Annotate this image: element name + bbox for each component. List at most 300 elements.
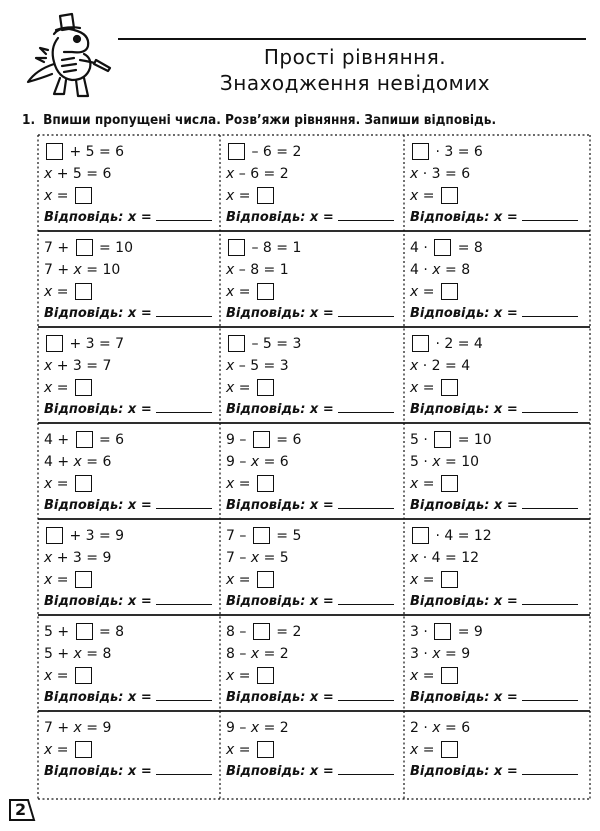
answer-blank[interactable] xyxy=(156,304,212,317)
equation-with-x xyxy=(226,163,289,185)
solution-box[interactable] xyxy=(257,475,274,492)
answer-label: Відповідь xyxy=(410,210,485,225)
answer-box[interactable] xyxy=(228,239,245,256)
answer-suffix: : x = xyxy=(118,402,152,417)
variable-x: x xyxy=(226,380,235,396)
answer-label: Відповідь xyxy=(44,210,119,225)
answer-blank[interactable] xyxy=(156,400,212,413)
variable-x: x xyxy=(226,262,235,278)
task-text: Впиши пропущені числа. Розв’яжи рівняння. Запиши відповідь. xyxy=(43,112,497,128)
equation-post: = 10 xyxy=(445,454,480,470)
answer-line xyxy=(44,399,212,421)
answer-line xyxy=(44,303,212,325)
equation-post: = 8 xyxy=(86,646,112,662)
equation-cell xyxy=(404,231,584,327)
equation-text: · 4 = 12 xyxy=(435,528,492,544)
equation-cell xyxy=(38,423,218,519)
answer-label: Відповідь xyxy=(44,402,119,417)
equation-text: – 6 = 2 xyxy=(251,144,302,160)
equation-with-blank xyxy=(410,333,483,355)
title-line-2: Знаходження невідомих xyxy=(219,71,491,95)
solution-line: x = xyxy=(44,185,94,207)
equation-with-blank xyxy=(44,621,124,643)
solution-line: x = xyxy=(410,569,460,591)
solution-box[interactable] xyxy=(257,187,274,204)
answer-label: Відповідь xyxy=(226,764,301,779)
exercise-grid xyxy=(36,133,592,801)
answer-blank[interactable] xyxy=(522,496,578,509)
solution-line: x = xyxy=(410,665,460,687)
equation-text: – 6 = 2 xyxy=(238,166,289,182)
solution-line: x = xyxy=(226,569,276,591)
solution-box[interactable] xyxy=(441,187,458,204)
answer-suffix: : x = xyxy=(118,690,152,705)
equation-cell xyxy=(38,615,218,711)
equation-text: + 3 = 9 xyxy=(69,528,125,544)
equation-text: – 8 = 1 xyxy=(238,262,289,278)
answer-label: Відповідь xyxy=(226,402,301,417)
answer-line xyxy=(410,207,578,229)
answer-box[interactable] xyxy=(46,335,63,352)
equation-pre: 9 – xyxy=(226,454,247,470)
answer-suffix: : x = xyxy=(484,498,518,513)
equation-with-blank xyxy=(226,525,301,547)
solution-box[interactable] xyxy=(75,571,92,588)
answer-label: Відповідь xyxy=(226,306,301,321)
title-rule xyxy=(118,38,586,40)
answer-box[interactable] xyxy=(253,431,270,448)
equation-pre: 8 – xyxy=(226,624,247,640)
solution-line: x = xyxy=(44,569,94,591)
equation-with-x xyxy=(44,451,111,473)
variable-x: x xyxy=(73,454,82,470)
solution-box[interactable] xyxy=(257,667,274,684)
equation-post: = 5 xyxy=(276,528,302,544)
equation-pre: 5 + xyxy=(44,646,70,662)
equation-with-x xyxy=(44,717,111,739)
answer-line xyxy=(226,495,394,517)
variable-x: x xyxy=(44,742,53,758)
equation-cell xyxy=(220,231,400,327)
solution-box[interactable] xyxy=(75,741,92,758)
variable-x: x xyxy=(432,646,441,662)
equation-cell xyxy=(404,135,584,231)
variable-x: x xyxy=(250,550,260,566)
answer-suffix: : x = xyxy=(484,594,518,609)
solution-line: x = xyxy=(226,739,276,761)
equation-cell xyxy=(220,519,400,615)
answer-box[interactable] xyxy=(76,623,93,640)
answer-blank[interactable] xyxy=(156,496,212,509)
solution-box[interactable] xyxy=(257,379,274,396)
answer-suffix: : x = xyxy=(118,594,152,609)
answer-line xyxy=(226,399,394,421)
answer-suffix: : x = xyxy=(300,690,334,705)
equation-with-blank xyxy=(410,141,483,163)
variable-x: x xyxy=(44,358,53,374)
answer-line xyxy=(226,591,394,613)
equation-with-blank xyxy=(44,237,133,259)
variable-x: x xyxy=(410,550,419,566)
variable-x: x xyxy=(226,284,235,300)
variable-x: x xyxy=(432,720,441,736)
equation-text: · 2 = 4 xyxy=(435,336,483,352)
solution-box[interactable] xyxy=(75,667,92,684)
task-number: 1. xyxy=(22,112,36,128)
variable-x: x xyxy=(410,358,419,374)
equation-post: = 6 xyxy=(99,432,125,448)
equation-post: = 9 xyxy=(86,720,112,736)
solution-line: x = xyxy=(226,473,276,495)
variable-x: x xyxy=(410,380,419,396)
equation-pre: 4 + xyxy=(44,432,70,448)
answer-line xyxy=(410,761,578,783)
answer-suffix: : x = xyxy=(484,764,518,779)
answer-blank[interactable] xyxy=(338,688,394,701)
variable-x: x xyxy=(410,188,419,204)
equation-post: = 2 xyxy=(276,624,302,640)
variable-x: x xyxy=(226,188,235,204)
answer-blank[interactable] xyxy=(338,762,394,775)
variable-x: x xyxy=(410,668,419,684)
equation-with-blank xyxy=(410,237,483,259)
answer-label: Відповідь xyxy=(410,594,485,609)
equation-post: = 6 xyxy=(86,454,112,470)
equation-pre: 4 · xyxy=(410,262,428,278)
equation-with-x xyxy=(410,717,470,739)
answer-line xyxy=(410,591,578,613)
answer-line xyxy=(44,495,212,517)
answer-box[interactable] xyxy=(253,623,270,640)
answer-blank[interactable] xyxy=(338,208,394,221)
solution-box[interactable] xyxy=(441,283,458,300)
equation-with-blank xyxy=(44,141,124,163)
answer-box[interactable] xyxy=(434,623,451,640)
variable-x: x xyxy=(432,262,441,278)
solution-line: x = xyxy=(226,185,276,207)
equation-with-x xyxy=(44,259,120,281)
variable-x: x xyxy=(226,572,235,588)
answer-suffix: : x = xyxy=(118,306,152,321)
equation-with-x xyxy=(226,717,289,739)
solution-line: x = xyxy=(410,377,460,399)
equation-post: = 6 xyxy=(263,454,289,470)
equation-pre: 4 · xyxy=(410,240,428,256)
variable-x: x xyxy=(44,572,53,588)
solution-box[interactable] xyxy=(75,283,92,300)
answer-line xyxy=(44,761,212,783)
answer-label: Відповідь xyxy=(410,498,485,513)
equation-with-x xyxy=(410,643,470,665)
answer-line xyxy=(44,591,212,613)
equation-cell xyxy=(38,135,218,231)
answer-blank[interactable] xyxy=(338,592,394,605)
solution-line: x = xyxy=(410,739,460,761)
equation-with-blank xyxy=(226,621,301,643)
equation-text: + 5 = 6 xyxy=(69,144,125,160)
solution-line: x = xyxy=(44,739,94,761)
answer-label: Відповідь xyxy=(44,764,119,779)
variable-x: x xyxy=(44,668,53,684)
answer-box[interactable] xyxy=(76,239,93,256)
solution-box[interactable] xyxy=(441,667,458,684)
equation-pre: 4 + xyxy=(44,454,70,470)
page-number: 2 xyxy=(15,800,27,819)
answer-box[interactable] xyxy=(76,431,93,448)
answer-line xyxy=(44,687,212,709)
equation-text: – 5 = 3 xyxy=(238,358,289,374)
equation-post: = 9 xyxy=(445,646,471,662)
answer-suffix: : x = xyxy=(300,210,334,225)
page-title xyxy=(130,44,580,96)
answer-suffix: : x = xyxy=(484,306,518,321)
answer-box[interactable] xyxy=(434,239,451,256)
answer-box[interactable] xyxy=(412,143,429,160)
answer-line xyxy=(226,303,394,325)
equation-pre: 9 – xyxy=(226,432,247,448)
dinosaur-mascot-icon xyxy=(14,8,114,104)
answer-line xyxy=(410,303,578,325)
answer-box[interactable] xyxy=(412,527,429,544)
equation-cell xyxy=(220,423,400,519)
solution-box[interactable] xyxy=(441,571,458,588)
solution-line: x = xyxy=(226,377,276,399)
equation-with-x xyxy=(226,547,289,569)
variable-x: x xyxy=(44,550,53,566)
equation-pre: 3 · xyxy=(410,624,428,640)
answer-blank[interactable] xyxy=(522,400,578,413)
equation-with-blank xyxy=(226,333,301,355)
equation-text: · 3 = 6 xyxy=(422,166,471,182)
equation-with-x xyxy=(226,643,289,665)
equation-pre: 7 + xyxy=(44,720,70,736)
equation-post: = 10 xyxy=(457,432,492,448)
equation-cell xyxy=(404,711,584,807)
answer-blank[interactable] xyxy=(522,762,578,775)
solution-box[interactable] xyxy=(441,741,458,758)
variable-x: x xyxy=(73,262,82,278)
equation-with-x xyxy=(44,547,111,569)
answer-suffix: : x = xyxy=(484,402,518,417)
equation-with-x xyxy=(410,547,479,569)
equation-text: · 3 = 6 xyxy=(435,144,483,160)
equation-pre: 5 · xyxy=(410,432,428,448)
variable-x: x xyxy=(44,380,53,396)
answer-suffix: : x = xyxy=(300,594,334,609)
answer-blank[interactable] xyxy=(338,304,394,317)
equation-with-x xyxy=(44,355,111,377)
equation-with-blank xyxy=(410,525,492,547)
answer-label: Відповідь xyxy=(410,402,485,417)
answer-line xyxy=(226,761,394,783)
equation-pre: 5 + xyxy=(44,624,70,640)
variable-x: x xyxy=(44,188,53,204)
equation-with-x xyxy=(410,355,470,377)
equation-text: + 3 = 7 xyxy=(56,358,112,374)
equation-post: = 9 xyxy=(457,624,483,640)
solution-line: x = xyxy=(44,665,94,687)
equation-with-x xyxy=(410,163,470,185)
equation-with-blank xyxy=(44,429,124,451)
answer-blank[interactable] xyxy=(156,592,212,605)
equation-text: + 3 = 9 xyxy=(56,550,112,566)
equation-post: = 6 xyxy=(445,720,471,736)
task-instruction xyxy=(22,112,582,128)
title-line-1: Прості рівняння. xyxy=(263,45,447,69)
answer-line xyxy=(226,687,394,709)
answer-label: Відповідь xyxy=(226,690,301,705)
solution-line: x = xyxy=(44,473,94,495)
solution-box[interactable] xyxy=(441,379,458,396)
answer-blank[interactable] xyxy=(522,688,578,701)
equation-cell xyxy=(220,615,400,711)
equation-with-blank xyxy=(410,429,492,451)
answer-blank[interactable] xyxy=(156,208,212,221)
equation-post: = 10 xyxy=(86,262,121,278)
answer-label: Відповідь xyxy=(44,498,119,513)
answer-label: Відповідь xyxy=(226,498,301,513)
variable-x: x xyxy=(226,742,235,758)
answer-blank[interactable] xyxy=(156,762,212,775)
equation-text: – 8 = 1 xyxy=(251,240,302,256)
answer-line xyxy=(226,207,394,229)
equation-with-blank xyxy=(226,141,301,163)
answer-blank[interactable] xyxy=(522,592,578,605)
answer-line xyxy=(410,399,578,421)
answer-label: Відповідь xyxy=(410,764,485,779)
variable-x: x xyxy=(73,720,82,736)
answer-label: Відповідь xyxy=(410,690,485,705)
answer-label: Відповідь xyxy=(226,210,301,225)
solution-line: x = xyxy=(44,281,94,303)
answer-label: Відповідь xyxy=(44,594,119,609)
variable-x: x xyxy=(410,572,419,588)
variable-x: x xyxy=(410,476,419,492)
answer-blank[interactable] xyxy=(338,400,394,413)
variable-x: x xyxy=(250,646,260,662)
equation-text: – 5 = 3 xyxy=(251,336,302,352)
equation-with-x xyxy=(226,259,289,281)
equation-pre: 7 + xyxy=(44,262,70,278)
equation-post: = 6 xyxy=(276,432,302,448)
answer-box[interactable] xyxy=(412,335,429,352)
variable-x: x xyxy=(44,284,53,300)
answer-suffix: : x = xyxy=(484,210,518,225)
answer-box[interactable] xyxy=(228,335,245,352)
answer-suffix: : x = xyxy=(484,690,518,705)
solution-box[interactable] xyxy=(257,741,274,758)
answer-box[interactable] xyxy=(46,527,63,544)
equation-text: · 2 = 4 xyxy=(422,358,471,374)
solution-box[interactable] xyxy=(257,283,274,300)
variable-x: x xyxy=(226,358,235,374)
answer-label: Відповідь xyxy=(44,306,119,321)
variable-x: x xyxy=(250,454,260,470)
solution-box[interactable] xyxy=(441,475,458,492)
equation-cell xyxy=(404,423,584,519)
equation-cell xyxy=(38,711,218,807)
solution-line: x = xyxy=(410,281,460,303)
answer-box[interactable] xyxy=(434,431,451,448)
equation-pre: 8 – xyxy=(226,646,247,662)
equation-with-blank xyxy=(44,333,124,355)
answer-suffix: : x = xyxy=(118,498,152,513)
solution-box[interactable] xyxy=(257,571,274,588)
page-number-badge xyxy=(6,796,36,824)
equation-text: + 3 = 7 xyxy=(69,336,125,352)
answer-label: Відповідь xyxy=(44,690,119,705)
solution-line: x = xyxy=(226,665,276,687)
equation-text: · 4 = 12 xyxy=(422,550,480,566)
answer-blank[interactable] xyxy=(338,496,394,509)
equation-with-x xyxy=(44,163,111,185)
variable-x: x xyxy=(226,476,235,492)
variable-x: x xyxy=(432,454,441,470)
variable-x: x xyxy=(226,668,235,684)
answer-box[interactable] xyxy=(46,143,63,160)
equation-post: = 2 xyxy=(263,646,289,662)
equation-cell xyxy=(404,327,584,423)
variable-x: x xyxy=(250,720,260,736)
equation-with-x xyxy=(410,259,470,281)
equation-text: + 5 = 6 xyxy=(56,166,112,182)
answer-line xyxy=(410,495,578,517)
answer-blank[interactable] xyxy=(522,208,578,221)
solution-line: x = xyxy=(226,281,276,303)
equation-cell xyxy=(220,327,400,423)
equation-pre: 7 – xyxy=(226,528,247,544)
answer-suffix: : x = xyxy=(118,210,152,225)
equation-cell xyxy=(38,519,218,615)
solution-box[interactable] xyxy=(75,475,92,492)
solution-line: x = xyxy=(410,185,460,207)
equation-pre: 7 – xyxy=(226,550,247,566)
equation-cell xyxy=(404,519,584,615)
answer-label: Відповідь xyxy=(226,594,301,609)
equation-cell xyxy=(404,615,584,711)
answer-suffix: : x = xyxy=(300,402,334,417)
answer-box[interactable] xyxy=(253,527,270,544)
answer-blank[interactable] xyxy=(156,688,212,701)
answer-suffix: : x = xyxy=(300,306,334,321)
equation-post: = 10 xyxy=(99,240,133,256)
equation-pre: 5 · xyxy=(410,454,428,470)
equation-cell xyxy=(38,327,218,423)
solution-box[interactable] xyxy=(75,379,92,396)
answer-suffix: : x = xyxy=(300,498,334,513)
solution-line: x = xyxy=(410,473,460,495)
answer-box[interactable] xyxy=(228,143,245,160)
equation-post: = 5 xyxy=(263,550,289,566)
equation-with-blank xyxy=(44,525,124,547)
equation-pre: 3 · xyxy=(410,646,428,662)
answer-line xyxy=(410,687,578,709)
solution-box[interactable] xyxy=(75,187,92,204)
answer-suffix: : x = xyxy=(300,764,334,779)
variable-x: x xyxy=(410,284,419,300)
equation-with-blank xyxy=(410,621,483,643)
equation-with-x xyxy=(44,643,111,665)
equation-pre: 7 + xyxy=(44,240,70,256)
equation-cell xyxy=(220,711,400,807)
answer-blank[interactable] xyxy=(522,304,578,317)
equation-post: = 2 xyxy=(263,720,289,736)
answer-suffix: : x = xyxy=(118,764,152,779)
equation-with-x xyxy=(226,451,289,473)
variable-x: x xyxy=(226,166,235,182)
variable-x: x xyxy=(410,166,419,182)
answer-label: Відповідь xyxy=(410,306,485,321)
